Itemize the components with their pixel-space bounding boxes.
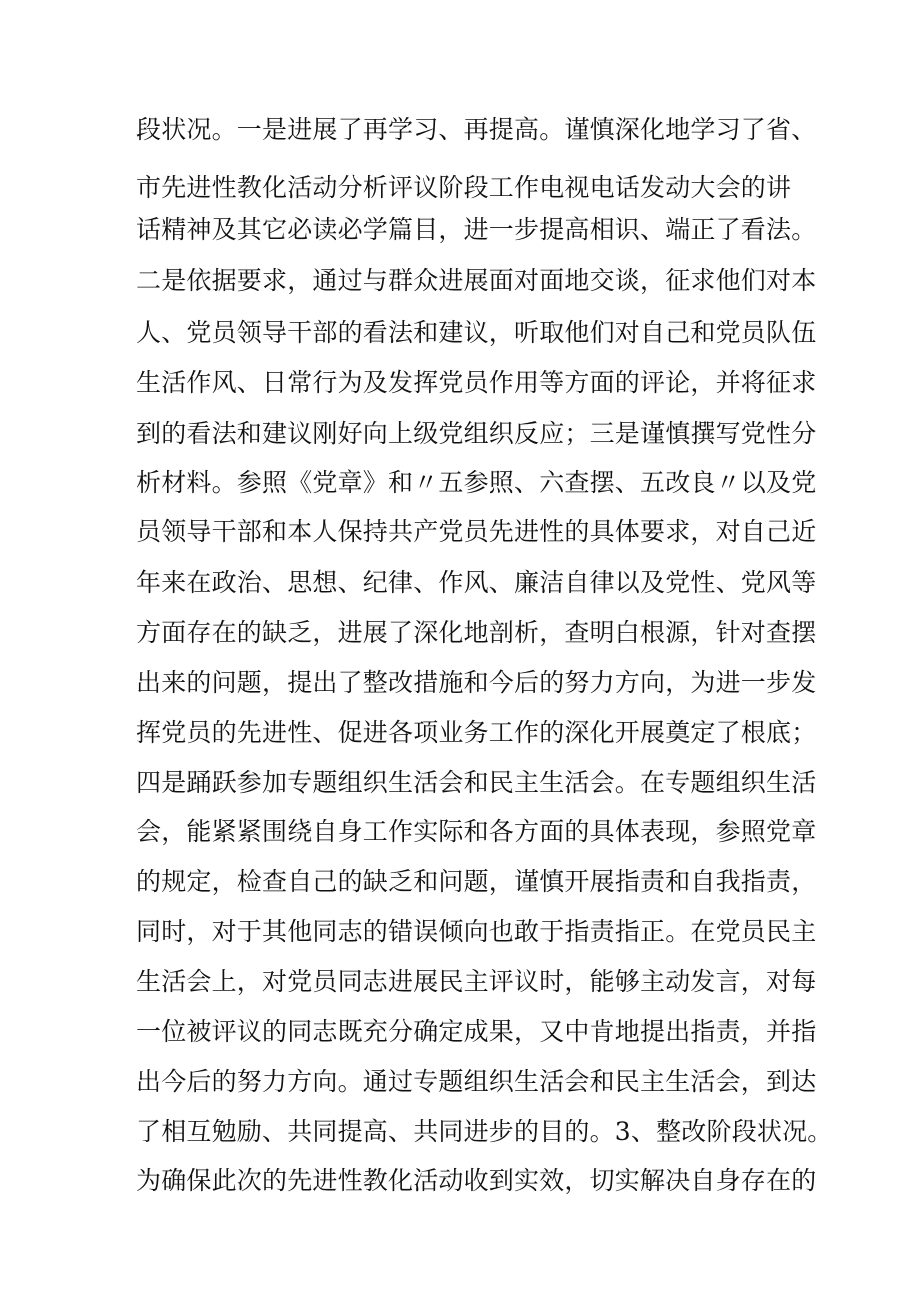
text-line: 方面存在的缺乏，进展了深化地剖析，查明白根源，针对查摆 xyxy=(136,618,817,647)
text-line: 年来在政治、思想、纪律、作风、廉洁自律以及党性、党风等 xyxy=(136,568,817,597)
text-line: 员领导干部和本人保持共产党员先进性的具体要求，对自己近 xyxy=(136,517,817,546)
text-line: 挥党员的先进性、促进各项业务工作的深化开展奠定了根底； xyxy=(136,718,817,747)
text-line: 人、党员领导干部的看法和建议，听取他们对自己和党员队伍 xyxy=(136,318,817,347)
text-line: 出今后的努力方向。通过专题组织生活会和民主生活会，到达 xyxy=(136,1067,817,1096)
text-line: 生活会上，对党员同志进展民主评议时，能够主动发言，对每 xyxy=(136,967,817,996)
text-line: 析材料。参照《党章》和〃五参照、六查摆、五改良〃以及党 xyxy=(136,468,817,497)
text-line: 为确保此次的先进性教化活动收到实效，切实解决自身存在的 xyxy=(136,1166,817,1195)
text-line: 出来的问题，提出了整改措施和今后的努力方向，为进一步发 xyxy=(136,668,817,697)
text-line: 一位被评议的同志既充分确定成果，又中肯地提出指责，并指 xyxy=(136,1017,817,1046)
text-line: 的规定，检查自己的缺乏和问题，谨慎开展指责和自我指责， xyxy=(136,867,817,896)
text-line: 四是踊跃参加专题组织生活会和民主生活会。在专题组织生活 xyxy=(136,768,817,797)
text-line: 到的看法和建议刚好向上级党组织反应；三是谨慎撰写党性分 xyxy=(136,419,817,448)
text-line: 生活作风、日常行为及发挥党员作用等方面的评论，并将征求 xyxy=(136,368,817,397)
text-line: 二是依据要求，通过与群众进展面对面地交谈，征求他们对本 xyxy=(136,266,817,295)
text-line: 段状况。一是进展了再学习、再提高。谨慎深化地学习了省、 xyxy=(136,115,817,144)
text-line: 了相互勉励、共同提高、共同进步的目的。3、整改阶段状况。 xyxy=(136,1117,833,1146)
text-line: 同时，对于其他同志的错误倾向也敢于指责指正。在党员民主 xyxy=(136,917,817,946)
text-line: 市先进性教化活动分析评议阶段工作电视电话发动大会的讲 xyxy=(136,173,792,202)
text-line: 话精神及其它必读必学篇目，进一步提高相识、端正了看法。 xyxy=(136,215,817,244)
text-line: 会，能紧紧围绕自身工作实际和各方面的具体表现，参照党章 xyxy=(136,817,817,846)
